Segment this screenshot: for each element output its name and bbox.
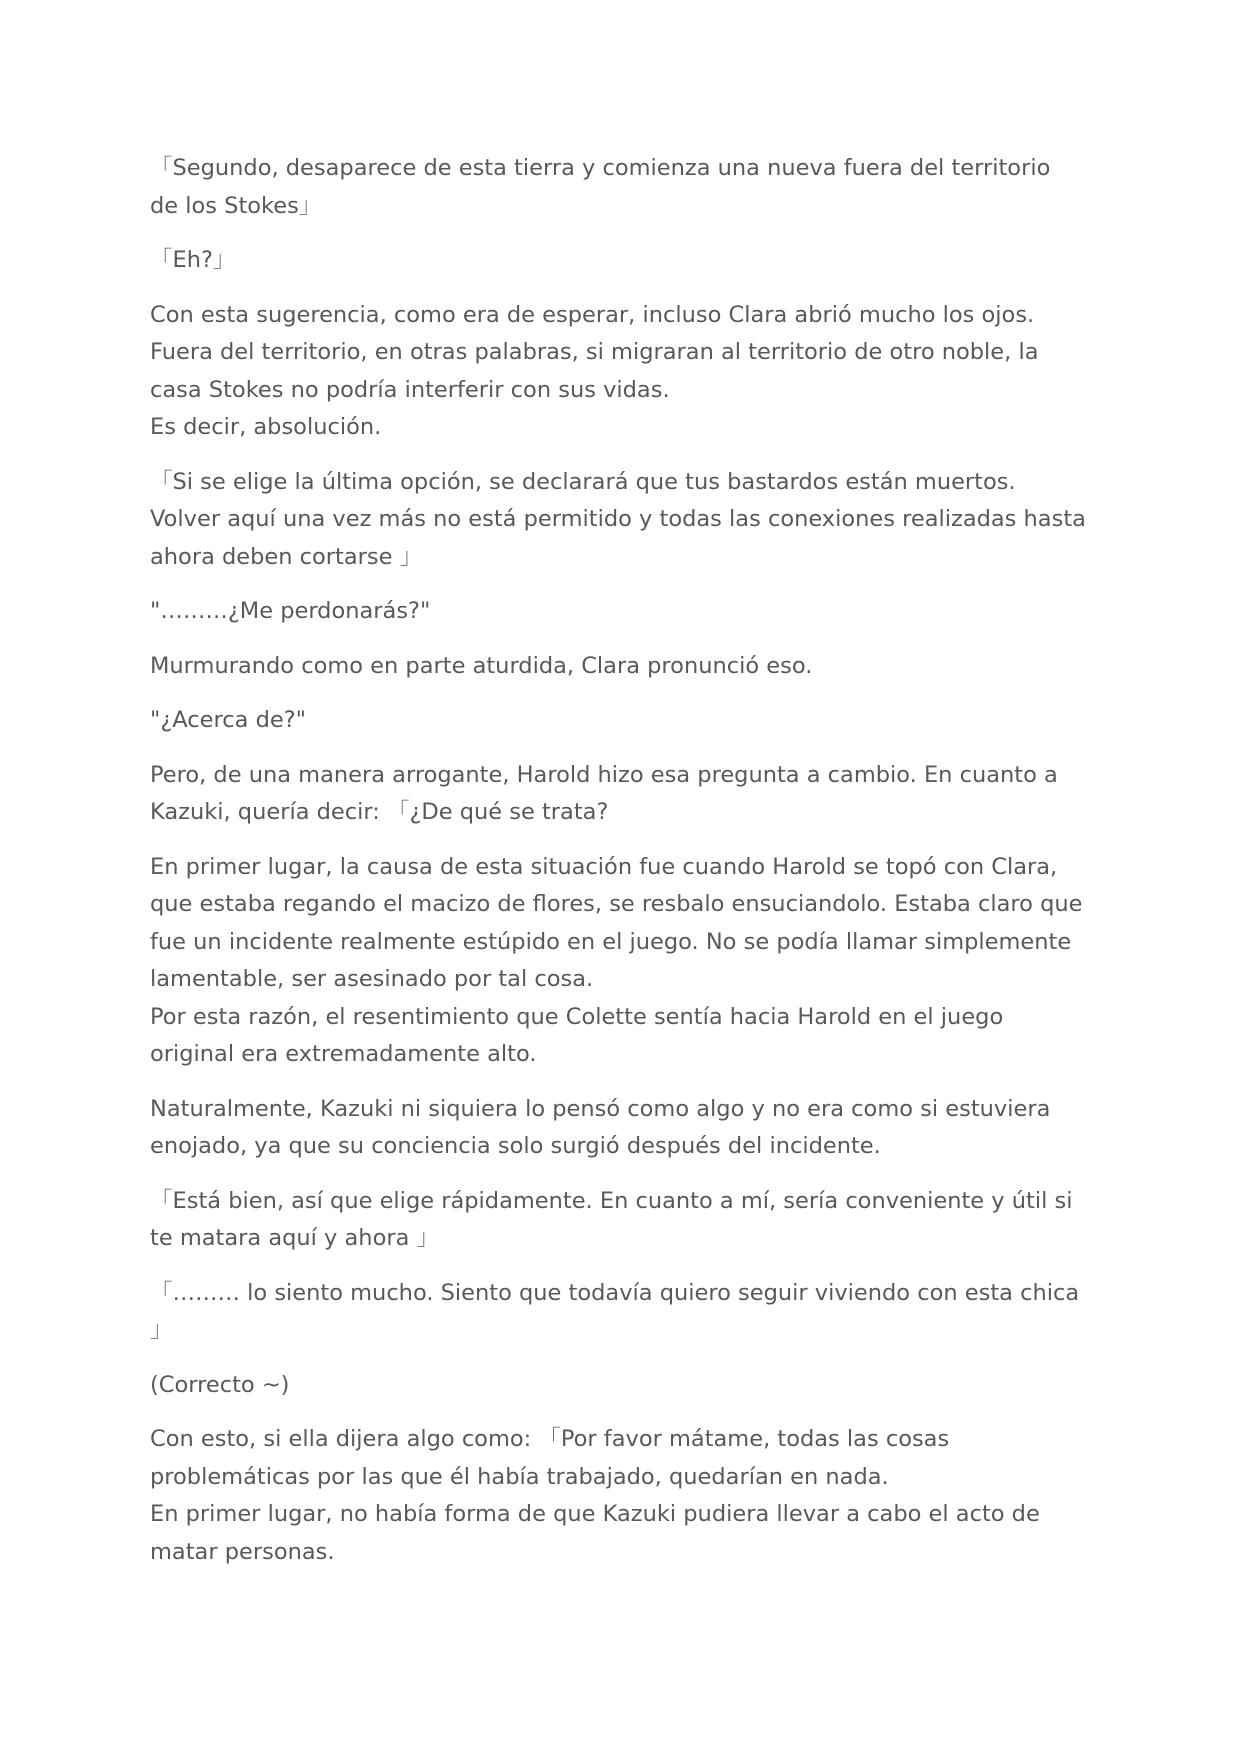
- text-line: Kazuki, quería decir: 「¿De qué se trata?: [150, 799, 609, 825]
- text-line: "¿Acerca de?": [150, 707, 306, 733]
- text-line: ahora deben cortarse 」: [150, 543, 423, 570]
- text-line: 「Si se elige la última opción, se declarará que tus bastardos están muertos.: [150, 468, 1016, 495]
- text-line: Por esta razón, el resentimiento que Colette sentía hacia Harold en el juego: [150, 1003, 1004, 1030]
- paragraph-13: [150, 1367, 1095, 1405]
- text-line: En primer lugar, la causa de esta situación fue cuando Harold se topó con Clara,: [150, 853, 1058, 880]
- text-line: enojado, ya que su conciencia solo surgió después del incidente.: [150, 1133, 881, 1159]
- text-line: fue un incidente realmente estúpido en el juego. No se podía llamar simplemente: [150, 928, 1072, 955]
- text-line: Volver aquí una vez más no está permitido y todas las conexiones realizadas hasta: [150, 506, 1086, 532]
- text-line: "………¿Me perdonarás?": [150, 598, 431, 624]
- text-line: Pero, de una manera arrogante, Harold hizo esa pregunta a cambio. En cuanto a: [150, 761, 1058, 788]
- paragraph-1: [150, 150, 1095, 225]
- text-line: matar personas.: [150, 1538, 335, 1565]
- text-line: Con esto, si ella dijera algo como: 「Por favor mátame, todas las cosas: [150, 1426, 950, 1452]
- text-line: de los Stokes」: [150, 192, 322, 219]
- text-line: que estaba regando el macizo de flores, se resbalo ensuciandolo. Estaba claro que: [150, 891, 1083, 917]
- paragraph-4: [150, 464, 1095, 577]
- paragraph-3: [150, 297, 1095, 447]
- text-line: 「……… lo siento mucho. Siento que todavía quiero seguir viviendo con esta chica: [150, 1279, 1080, 1306]
- paragraph-12: [150, 1275, 1095, 1350]
- document-page: [150, 150, 1095, 1588]
- text-line: Fuera del territorio, en otras palabras, si migraran al territorio de otro noble, la: [150, 339, 1039, 365]
- paragraph-2: [150, 242, 1095, 280]
- text-line: te matara aquí y ahora 」: [150, 1225, 440, 1251]
- paragraph-6: [150, 648, 1095, 686]
- text-line: Murmurando como en parte aturdida, Clara pronunció eso.: [150, 652, 813, 679]
- text-line: casa Stokes no podría interferir con sus vidas.: [150, 376, 670, 403]
- text-line: 「Eh?」: [150, 247, 236, 273]
- paragraph-14: [150, 1421, 1095, 1571]
- text-line: 「Está bien, así que elige rápidamente. En cuanto a mí, sería conveniente y útil si: [150, 1187, 1073, 1214]
- paragraph-8: [150, 757, 1095, 832]
- paragraph-7: [150, 702, 1095, 740]
- text-line: (Correcto ~): [150, 1371, 290, 1398]
- text-line: Con esta sugerencia, como era de esperar, incluso Clara abrió mucho los ojos.: [150, 301, 1035, 328]
- paragraph-9: [150, 849, 1095, 1074]
- paragraph-11: [150, 1183, 1095, 1258]
- text-line: problemáticas por las que él había trabajado, quedarían en nada.: [150, 1463, 889, 1490]
- text-line: original era extremadamente alto.: [150, 1041, 537, 1067]
- text-line: Naturalmente, Kazuki ni siquiera lo pensó como algo y no era como si estuviera: [150, 1095, 1051, 1122]
- text-line: lamentable, ser asesinado por tal cosa.: [150, 966, 594, 992]
- paragraph-10: [150, 1091, 1095, 1166]
- text-line: 「Segundo, desaparece de esta tierra y comienza una nueva fuera del territorio: [150, 155, 1051, 181]
- text-line: Es decir, absolución.: [150, 414, 382, 440]
- paragraph-5: [150, 593, 1095, 631]
- text-line: 」: [150, 1317, 173, 1343]
- text-line: En primer lugar, no había forma de que Kazuki pudiera llevar a cabo el acto de: [150, 1501, 1040, 1527]
